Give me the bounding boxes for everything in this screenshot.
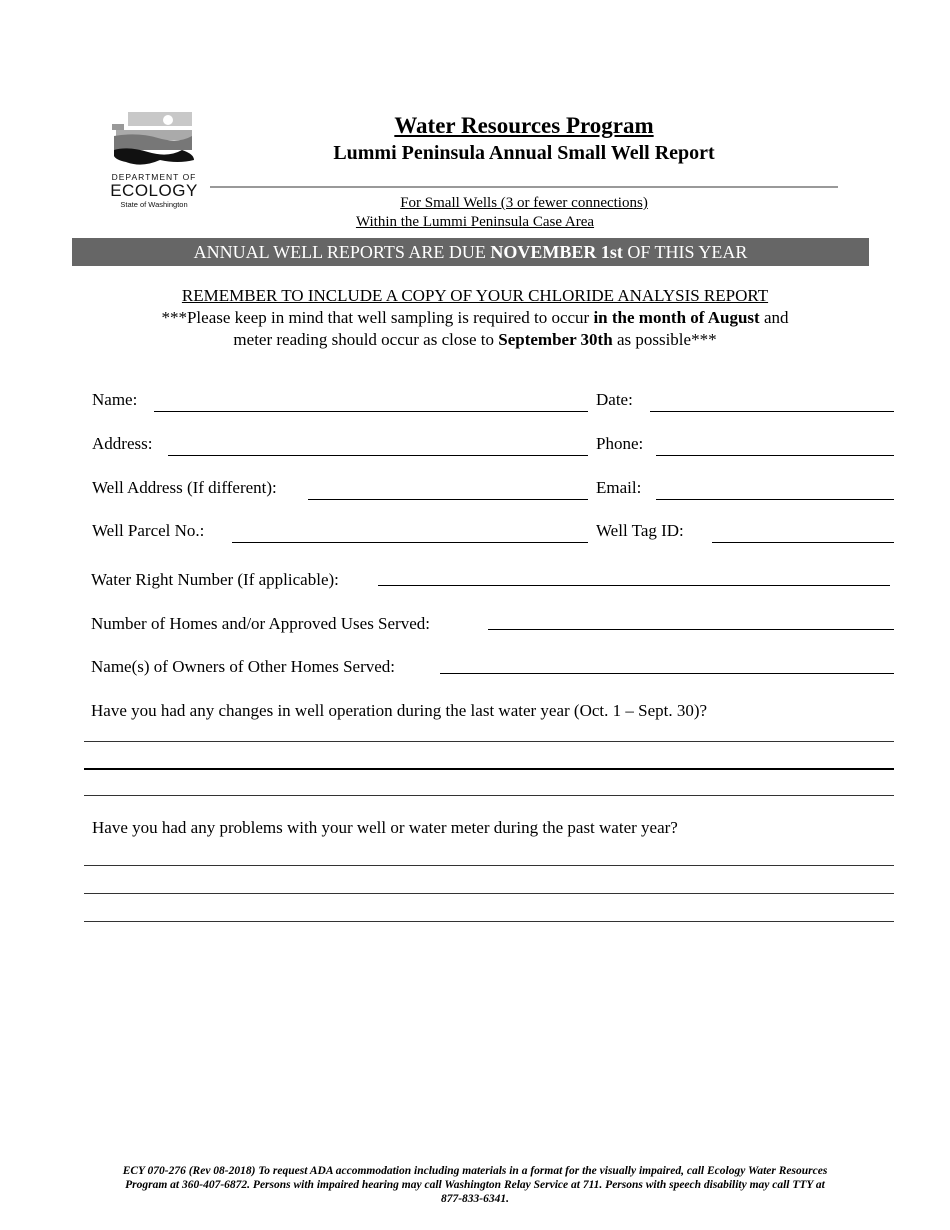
- due-date-banner: [72, 238, 869, 266]
- homes-field[interactable]: [488, 629, 894, 630]
- subtitle-case-area: Within the Lummi Peninsula Case Area: [355, 214, 595, 230]
- address-field[interactable]: [168, 455, 588, 456]
- note-e: September 30th: [498, 330, 613, 349]
- phone-field[interactable]: [656, 455, 894, 456]
- changes-answer-line-1[interactable]: [84, 741, 894, 742]
- ecology-logo-icon: [108, 110, 200, 172]
- name-field[interactable]: [154, 411, 588, 412]
- ecology-logo: [108, 110, 200, 210]
- note-b: in the month of August: [593, 308, 760, 327]
- footer-line1: ECY 070-276 (Rev 08-2018) To request ADA accommodation including materials in a format for the visually impaired, call Ecology Water Resources: [122, 1165, 828, 1177]
- header-rule: [210, 186, 838, 188]
- address-label: Address:: [92, 434, 153, 453]
- subtitle-small-wells: For Small Wells (3 or fewer connections): [400, 195, 648, 211]
- banner-post: OF THIS YEAR: [622, 242, 748, 262]
- changes-answer-line-3[interactable]: [84, 795, 894, 796]
- banner-date: NOVEMBER 1st: [490, 242, 623, 262]
- note-f: as possible***: [612, 330, 717, 349]
- owners-field[interactable]: [440, 673, 894, 674]
- note-a: ***Please keep in mind that well sampling is required to occur: [161, 308, 594, 327]
- parcel-field[interactable]: [232, 542, 588, 543]
- sampling-note: [40, 307, 910, 351]
- logo-line3: State of Washington: [120, 200, 188, 209]
- problems-question: Have you had any problems with your well or water meter during the past water year?: [92, 818, 678, 837]
- date-label: Date:: [596, 390, 633, 409]
- note-d: meter reading should occur as close to: [233, 330, 499, 349]
- footer-line3: 877-833-6341.: [440, 1193, 510, 1205]
- well-address-label: Well Address (If different):: [92, 478, 277, 497]
- note-c: and: [759, 308, 789, 327]
- date-field[interactable]: [650, 411, 894, 412]
- changes-question: Have you had any changes in well operation during the last water year (Oct. 1 – Sept. 30)?: [91, 701, 708, 720]
- name-label: Name:: [92, 390, 138, 409]
- owners-label: Name(s) of Owners of Other Homes Served:: [91, 657, 396, 676]
- chloride-reminder: REMEMBER TO INCLUDE A COPY OF YOUR CHLORIDE ANALYSIS REPORT: [181, 286, 769, 305]
- water-right-label: Water Right Number (If applicable):: [91, 570, 339, 589]
- phone-label: Phone:: [596, 434, 644, 453]
- banner-pre: ANNUAL WELL REPORTS ARE DUE: [193, 242, 491, 262]
- well-address-field[interactable]: [308, 499, 588, 500]
- email-field[interactable]: [656, 499, 894, 500]
- ada-footer: [60, 1164, 890, 1206]
- problems-answer-line-1[interactable]: [84, 865, 894, 866]
- logo-line1: DEPARTMENT OF: [111, 172, 197, 182]
- report-title: Lummi Peninsula Annual Small Well Report: [333, 142, 715, 164]
- changes-answer-line-2[interactable]: [84, 768, 894, 770]
- homes-label: Number of Homes and/or Approved Uses Served:: [91, 614, 430, 633]
- water-right-field[interactable]: [378, 585, 890, 586]
- tag-field[interactable]: [712, 542, 894, 543]
- program-title: Water Resources Program: [394, 113, 654, 138]
- footer-line2: Program at 360-407-6872. Persons with impaired hearing may call Washington Relay Service at 711. Persons with speech disability may call TTY at: [125, 1179, 825, 1191]
- parcel-label: Well Parcel No.:: [92, 521, 205, 540]
- problems-answer-line-3[interactable]: [84, 921, 894, 922]
- logo-line2: ECOLOGY: [110, 181, 198, 200]
- problems-answer-line-2[interactable]: [84, 893, 894, 894]
- email-label: Email:: [596, 478, 642, 497]
- tag-label: Well Tag ID:: [596, 521, 684, 540]
